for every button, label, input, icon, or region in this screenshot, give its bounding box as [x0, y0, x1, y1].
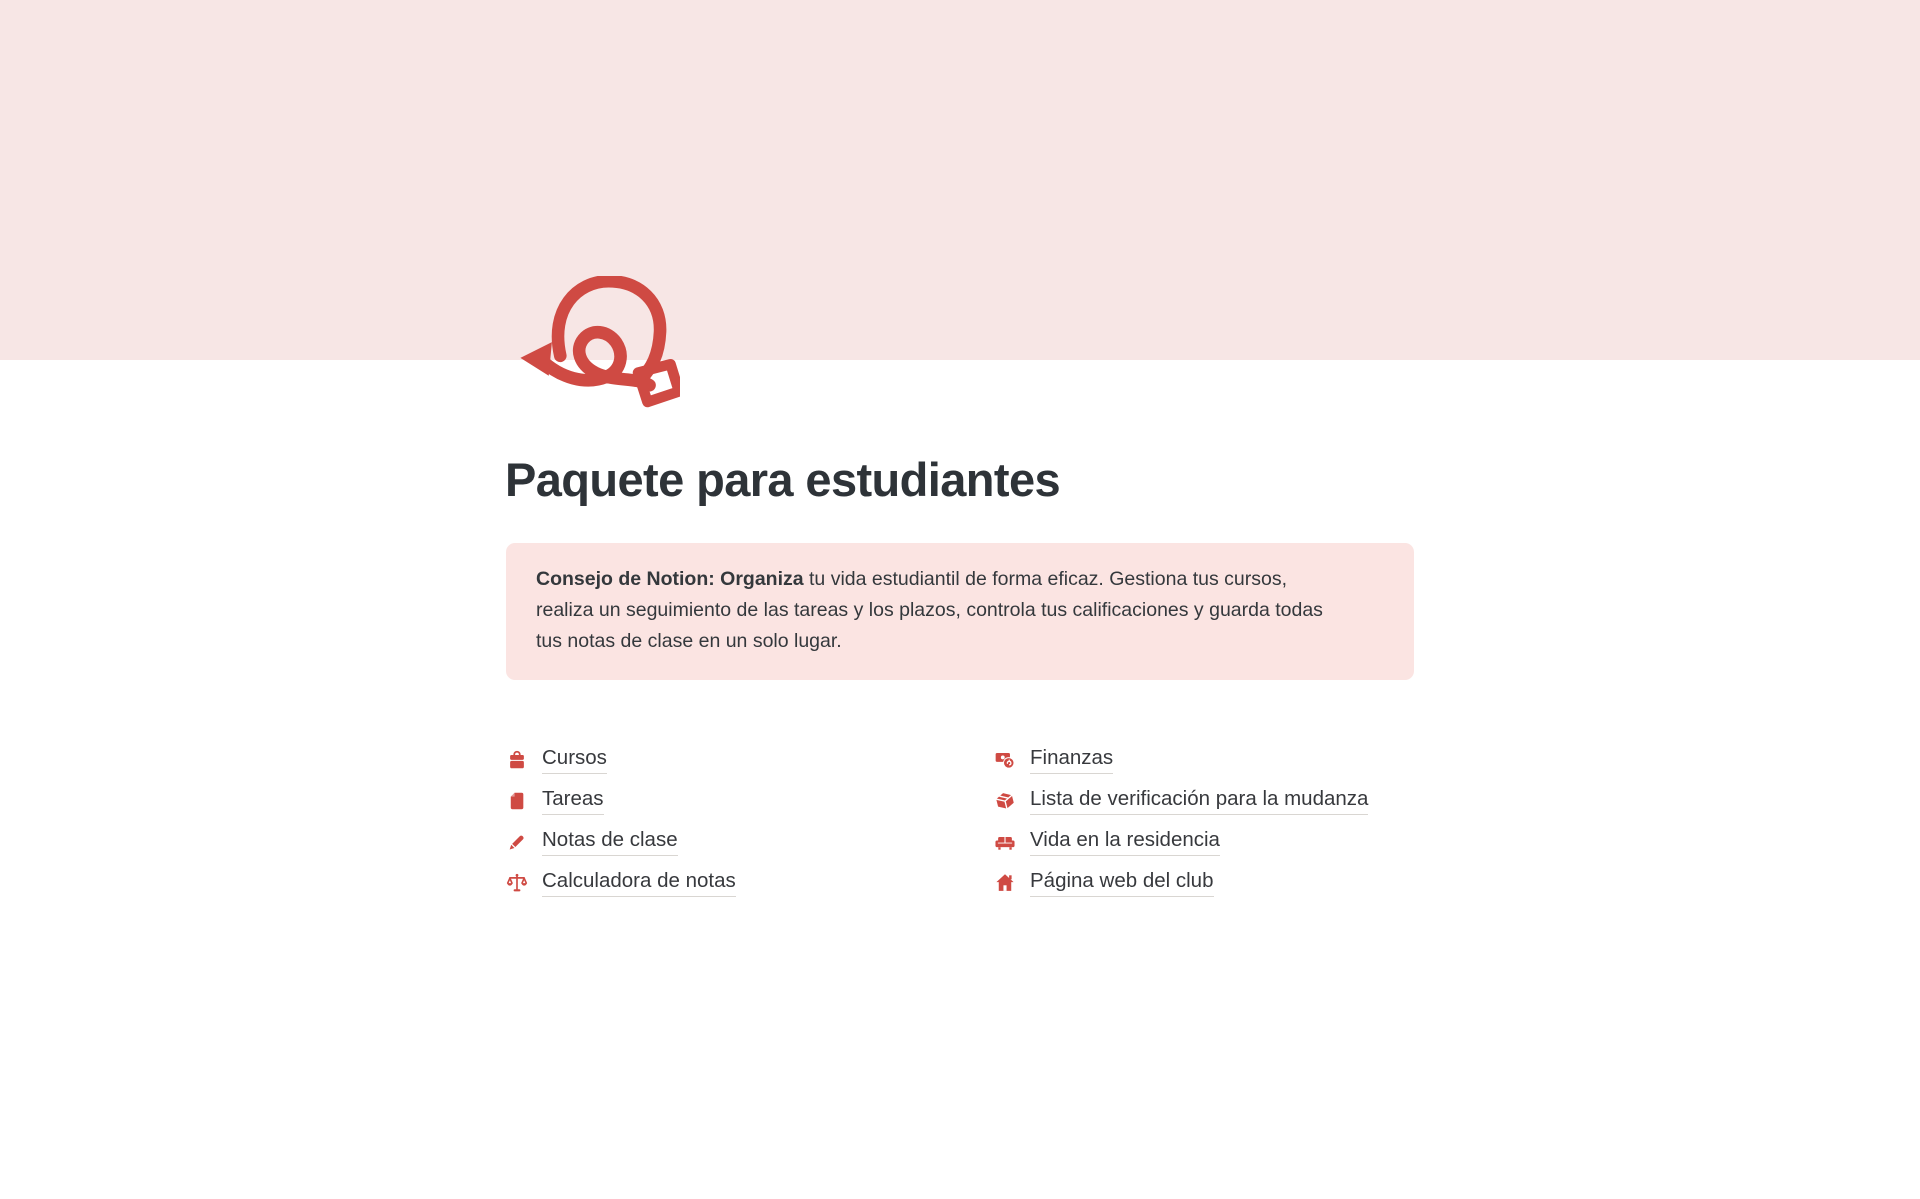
notion-tip-callout	[506, 543, 1414, 680]
scales-icon	[506, 872, 528, 894]
callout-bold-text: Consejo de Notion: Organiza	[536, 568, 804, 590]
link-notas-de-clase[interactable]	[506, 827, 976, 857]
links-column-right	[994, 745, 1456, 909]
house-icon	[994, 872, 1016, 894]
backpack-icon	[506, 749, 528, 771]
package-icon	[994, 790, 1016, 812]
pencil-icon	[506, 831, 528, 853]
page-cover-banner	[0, 0, 1920, 360]
page-title: Paquete para estudiantes	[505, 453, 1061, 506]
link-vida-residencia[interactable]	[994, 827, 1456, 857]
link-label: Página web del club	[1030, 869, 1214, 897]
link-tareas[interactable]	[506, 786, 976, 816]
link-lista-mudanza[interactable]	[994, 786, 1456, 816]
link-label: Calculadora de notas	[542, 869, 736, 897]
link-label: Cursos	[542, 746, 607, 774]
link-label: Lista de verificación para la mudanza	[1030, 787, 1368, 815]
link-label: Finanzas	[1030, 746, 1113, 774]
link-label: Vida en la residencia	[1030, 828, 1220, 856]
link-cursos[interactable]	[506, 745, 976, 775]
sofa-icon	[994, 831, 1016, 853]
links-column-left	[506, 745, 976, 909]
link-label: Notas de clase	[542, 828, 678, 856]
link-pagina-web-club[interactable]	[994, 868, 1456, 898]
document-icon	[506, 790, 528, 812]
callout-line-2: realiza un seguimiento de las tareas y los plazos, controla tus calificaciones y guarda todas	[536, 599, 1323, 621]
link-finanzas[interactable]	[994, 745, 1456, 775]
page-icon[interactable]	[512, 276, 680, 422]
callout-line-3: tus notas de clase en un solo lugar.	[536, 630, 842, 652]
link-calculadora-de-notas[interactable]	[506, 868, 976, 898]
money-icon	[994, 749, 1016, 771]
callout-line-1-rest: tu vida estudiantil de forma eficaz. Gestiona tus cursos,	[803, 568, 1287, 590]
pencil-scribble-icon	[512, 276, 680, 423]
link-label: Tareas	[542, 787, 604, 815]
callout-line-1	[536, 564, 1384, 595]
